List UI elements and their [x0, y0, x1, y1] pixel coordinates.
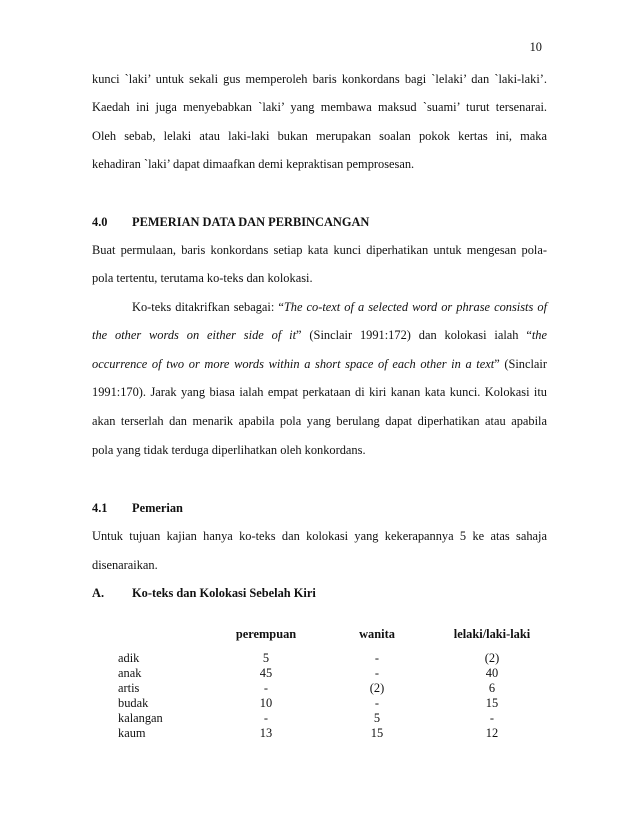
paragraph-line: pola yang tidak terduga diperlihatkan oleh konkordans.	[92, 443, 366, 457]
paragraph-line	[92, 328, 547, 343]
text-segment: ” (Sinclair	[494, 357, 548, 371]
table-cell: (2)	[484, 651, 500, 665]
table-cell: -	[374, 696, 380, 710]
table-cell: budak	[118, 696, 149, 710]
table-row	[0, 681, 638, 696]
paragraph-line: Kaedah ini juga menyebabkan `laki’ yang membawa maksud `suami’ turut tersenarai.	[92, 100, 547, 114]
table-cell: -	[374, 651, 380, 665]
section-title: PEMERIAN DATA DAN PERBINCANGAN	[132, 215, 370, 229]
quoted-text: the other words on either side of it	[92, 328, 297, 342]
text-segment: ” (Sinclair 1991:172) dan kolokasi ialah “	[296, 328, 532, 342]
paragraph-line	[92, 357, 547, 372]
table-row	[0, 711, 638, 726]
table-cell: artis	[118, 681, 140, 695]
table-cell: -	[489, 711, 495, 725]
column-header: wanita	[359, 627, 395, 641]
table-cell: -	[374, 666, 380, 680]
section-number: A.	[92, 586, 105, 600]
quoted-text: The co-text of a selected word or phrase consists of	[283, 300, 548, 314]
section-heading-4-0	[92, 215, 369, 230]
table-row	[0, 696, 638, 711]
table-cell: 15	[370, 726, 384, 740]
section-title: Ko-teks dan Kolokasi Sebelah Kiri	[132, 586, 316, 600]
page-number: 10	[529, 40, 542, 54]
paragraph-line: Untuk tujuan kajian hanya ko-teks dan kolokasi yang kekerapannya 5 ke atas sahaja	[92, 529, 547, 543]
table-cell: kaum	[118, 726, 146, 740]
paragraph-line: disenaraikan.	[92, 558, 158, 572]
paragraph-line: 1991:170). Jarak yang biasa ialah empat perkataan di kiri kanan kata kunci. Kolokasi itu	[92, 385, 547, 399]
table-header-row	[0, 627, 638, 642]
section-heading-a	[92, 586, 316, 601]
table-cell: 10	[259, 696, 273, 710]
table-row	[0, 666, 638, 681]
column-header: lelaki/laki-laki	[453, 627, 531, 641]
paragraph-line: kunci `laki’ untuk sekali gus memperoleh baris konkordans bagi `lelaki’ dan `laki-laki’.	[92, 72, 547, 86]
paragraph-line	[92, 300, 547, 315]
table-cell: 6	[488, 681, 496, 695]
table-cell: 45	[259, 666, 273, 680]
table-cell: adik	[118, 651, 140, 665]
paragraph-line: akan terserlah dan menarik apabila pola yang berulang dapat diperhatikan atau apabila	[92, 414, 547, 428]
table-cell: kalangan	[118, 711, 163, 725]
paragraph-line: Oleh sebab, lelaki atau laki-laki bukan merupakan soalan pokok kertas ini, maka	[92, 129, 547, 143]
table-cell: 13	[259, 726, 273, 740]
section-number: 4.0	[92, 215, 108, 229]
table-cell: 40	[485, 666, 499, 680]
table-row	[0, 651, 638, 666]
table-cell: -	[263, 711, 269, 725]
column-header: perempuan	[235, 627, 297, 641]
paragraph-line: kehadiran `laki’ dapat dimaafkan demi kepraktisan pemprosesan.	[92, 157, 415, 171]
paragraph-line: Buat permulaan, baris konkordans setiap kata kunci diperhatikan untuk mengesan pola-	[92, 243, 547, 257]
table-row	[0, 726, 638, 741]
table-cell: 15	[485, 696, 499, 710]
section-title: Pemerian	[132, 501, 183, 515]
table-cell: 5	[262, 651, 270, 665]
table-cell: 12	[485, 726, 499, 740]
table-cell: (2)	[369, 681, 385, 695]
table-cell: -	[263, 681, 269, 695]
text-segment: Ko-teks ditakrifkan sebagai: “	[132, 300, 284, 314]
section-number: 4.1	[92, 501, 108, 515]
section-heading-4-1	[92, 501, 183, 516]
quoted-text: occurrence of two or more words within a short space of each other in a text	[92, 357, 495, 371]
table-cell: anak	[118, 666, 142, 680]
paragraph-line: pola tertentu, terutama ko-teks dan kolokasi.	[92, 271, 313, 285]
table-cell: 5	[373, 711, 381, 725]
quoted-text: the	[531, 328, 547, 342]
